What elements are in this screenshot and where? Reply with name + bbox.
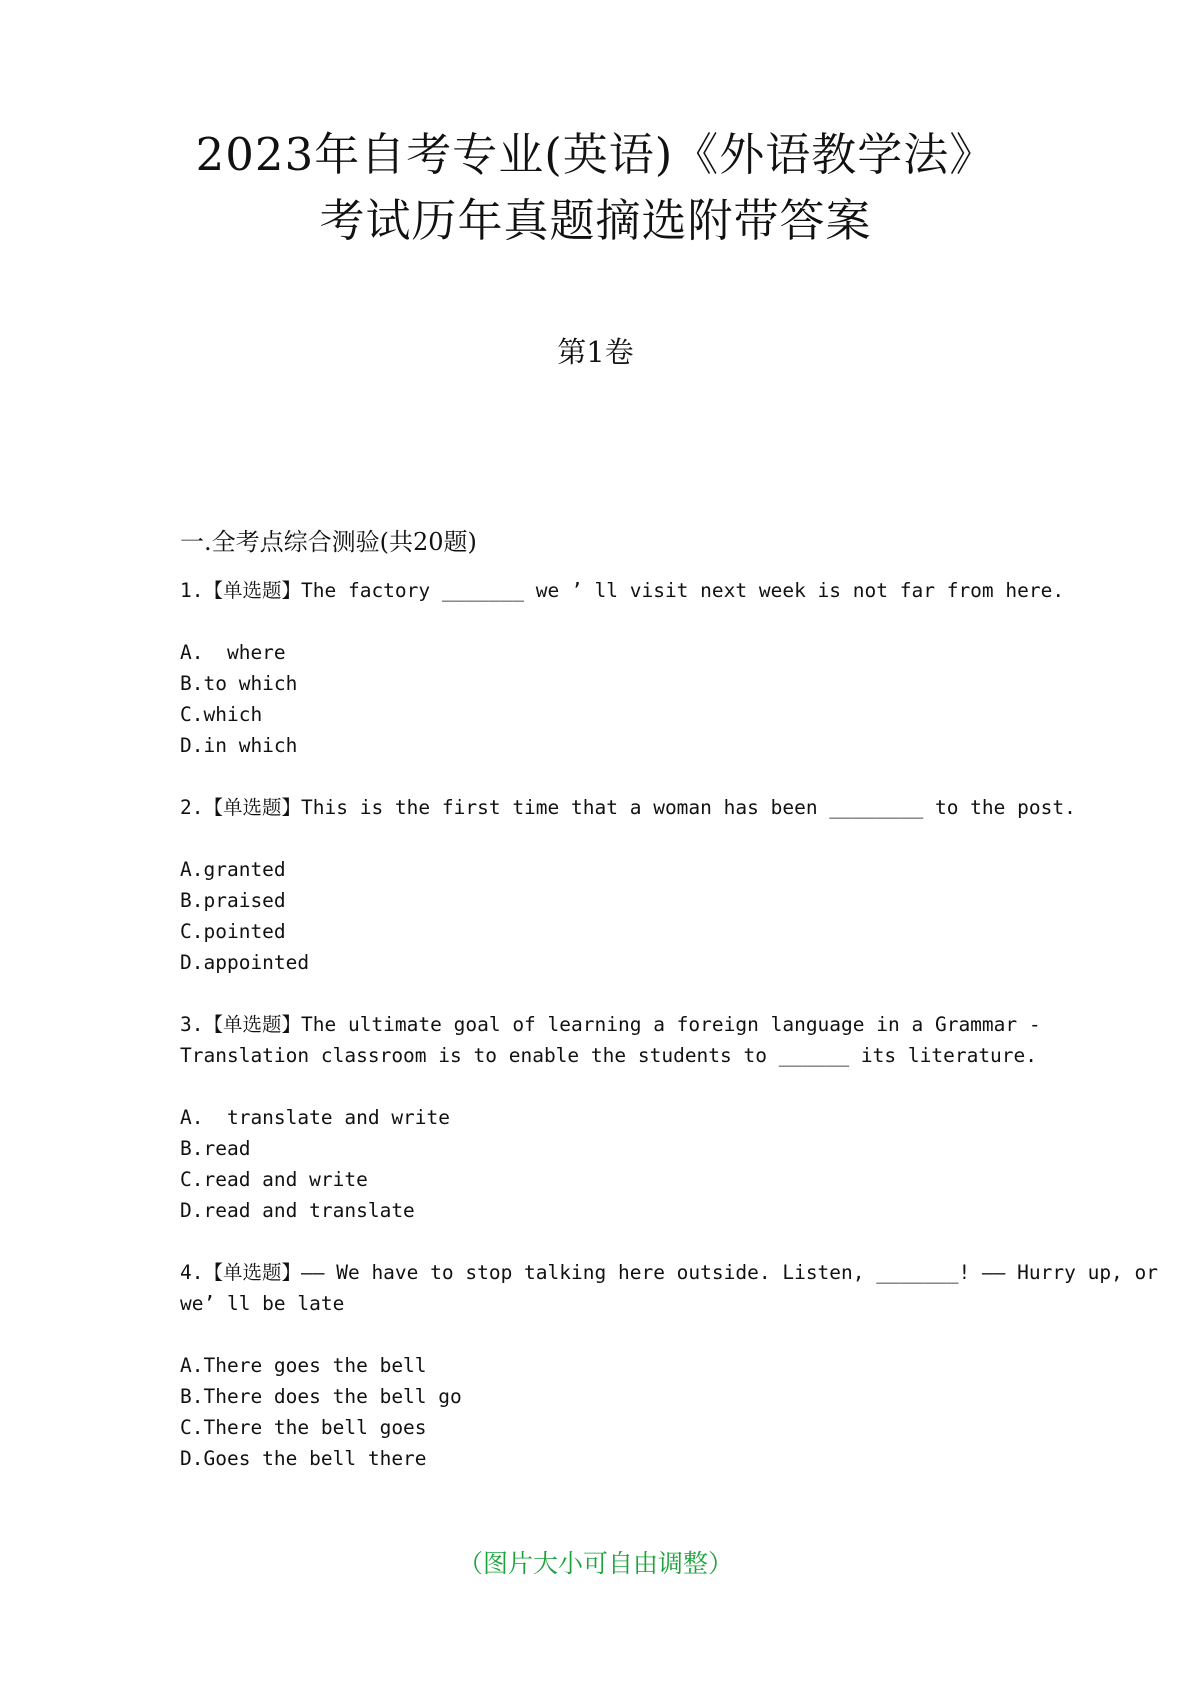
image-resize-note: （图片大小可自由调整） [457,1549,733,1578]
option-c: C.There the bell goes [180,1416,427,1439]
question-number: 3. [180,1013,204,1036]
question-text: The factory _______ we ’ ll visit next week is not far from here. [301,579,1065,602]
option-a: A. translate and write [180,1106,451,1129]
question-stem [180,792,1165,823]
question-2 [180,792,1165,978]
question-number: 1. [180,579,204,602]
option-b: B.There does the bell go [180,1385,462,1408]
question-type-tag: 【单选题】 [203,796,301,819]
question-stem [180,575,1165,606]
question-number: 2. [180,796,204,819]
question-type-tag: 【单选题】 [203,1013,301,1036]
option-b: B.to which [180,672,298,695]
question-text: —— We have to stop talking here outside. Listen, _______! —— Hurry up, or we’ ll be late [180,1261,1170,1315]
document-title-line-2: 考试历年真题摘选附带答案 [319,194,872,247]
question-4 [180,1257,1170,1474]
question-type-tag: 【单选题】 [203,579,301,602]
option-d: D.Goes the bell there [180,1447,427,1470]
option-a: A.granted [180,858,286,881]
option-d: D.in which [180,734,298,757]
section-heading: 一.全考点综合测验(共20题) [180,528,477,556]
option-a: A.There goes the bell [180,1354,427,1377]
question-stem [180,1009,1165,1071]
exam-content [180,527,1170,1505]
option-c: C.which [180,703,263,726]
question-text: This is the first time that a woman has been ________ to the post. [301,796,1076,819]
question-type-tag: 【单选题】 [203,1261,301,1284]
document-title-line-1: 2023年自考专业(英语)《外语教学法》 [195,128,996,181]
option-b: B.read [180,1137,251,1160]
question-stem [180,1257,1170,1319]
option-a: A. where [180,641,286,664]
option-c: C.read and write [180,1168,368,1191]
option-d: D.appointed [180,951,310,974]
volume-label: 第1卷 [557,335,634,369]
question-3 [180,1009,1165,1226]
question-text: The ultimate goal of learning a foreign language in a Grammar -Translation classroom is to enable the students to ______ its literature. [180,1013,1041,1067]
question-1 [180,575,1165,761]
question-number: 4. [180,1261,204,1284]
option-d: D.read and translate [180,1199,415,1222]
option-b: B.praised [180,889,286,912]
option-c: C.pointed [180,920,286,943]
